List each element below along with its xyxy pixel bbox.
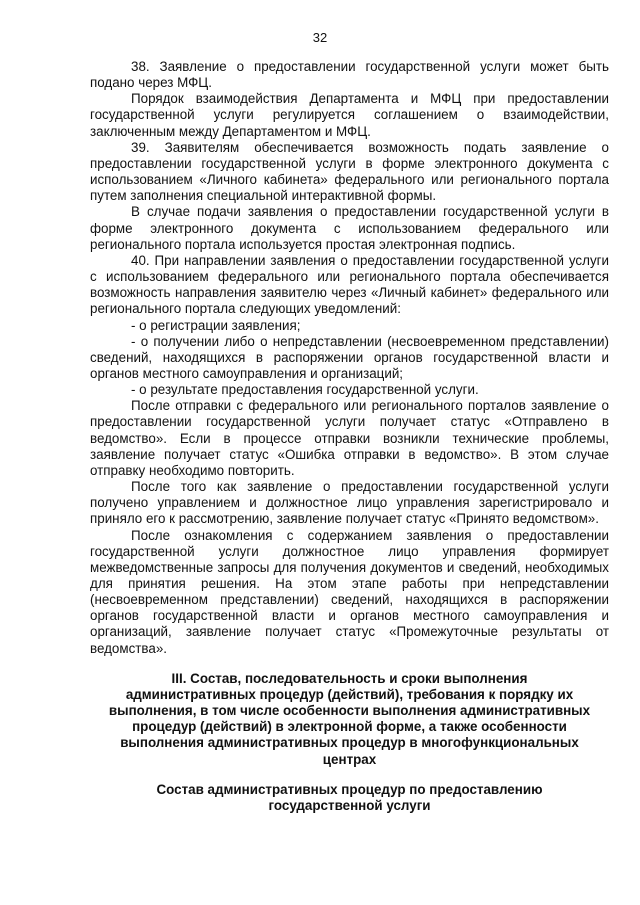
page-number: 32 [312,30,328,45]
paragraph-electronic-signature: В случае подачи заявления о предоставлении государственной услуги в форме электронного документа с использованием федерального или регионального портала используется простая электронная подпись. [90,204,609,252]
paragraph-38: 38. Заявление о предоставлении государственной услуги может быть подано через МФЦ. [90,59,609,91]
list-item-registration: - о регистрации заявления; [131,317,301,333]
paragraph-40: 40. При направлении заявления о предоставлении государственной услуги с использованием федерального или регионального портала обеспечивается возможность направления заявителю через «Личный кабинет» федерального или регионального портала следующих уведомлений: [90,252,609,317]
list-item-result: - о результате предоставления государственной услуги. [131,382,479,398]
paragraph-39: 39. Заявителям обеспечивается возможность подать заявление о предоставлении государственной услуги в форме электронного документа с использованием «Личного кабинета» федерального или регионального портала путем заполнения специальной интерактивной формы. [90,139,609,204]
paragraph-mfc-interaction: Порядок взаимодействия Департамента и МФЦ при предоставлении государственной услуги регулируется соглашением о взаимодействии, заключенным между Департаментом и МФЦ. [90,91,609,139]
section-heading: III. Состав, последовательность и сроки выполнения административных процедур (действий), требования к порядку их выполнения, в том числе особенности выполнения административных процедур (действий) в электронной форме, а также особенности выполнения административных процедур в многофункциональных центрах [108,670,591,767]
document-body [90,59,609,814]
paragraph-status-sent: После отправки с федерального или регионального порталов заявление о предоставлении государственной услуги получает статус «Отправлено в ведомство». Если в процессе отправки возникли технические проблемы, заявление получает статус «Ошибка отправки в ведомство». В этом случае отправку необходимо повторить. [90,398,609,478]
paragraph-status-intermediate: После ознакомления с содержанием заявления о предоставлении государственной услуги должностное лицо управления формирует межведомственные запросы для получения документов и сведений, необходимых для принятия решения. На этом этапе работы при непредставлении (несвоевременном представлении) сведений, находящихся в распоряжении органов государственной власти и органов местного самоуправления и организаций, заявление получает статус «Промежуточные результаты от ведомства». [90,527,609,656]
paragraph-status-accepted: После того как заявление о предоставлении государственной услуги получено управлением и должностное лицо управления зарегистрировало и приняло его к рассмотрению, заявление получает статус «Принято ведомством». [90,479,609,527]
list-item-information: - о получении либо о непредставлении (несвоевременном представлении) сведений, находящихся в распоряжении органов государственной власти и органов местного самоуправления и организаций; [90,333,609,381]
subsection-heading: Состав административных процедур по предоставлению государственной услуги [156,781,543,813]
